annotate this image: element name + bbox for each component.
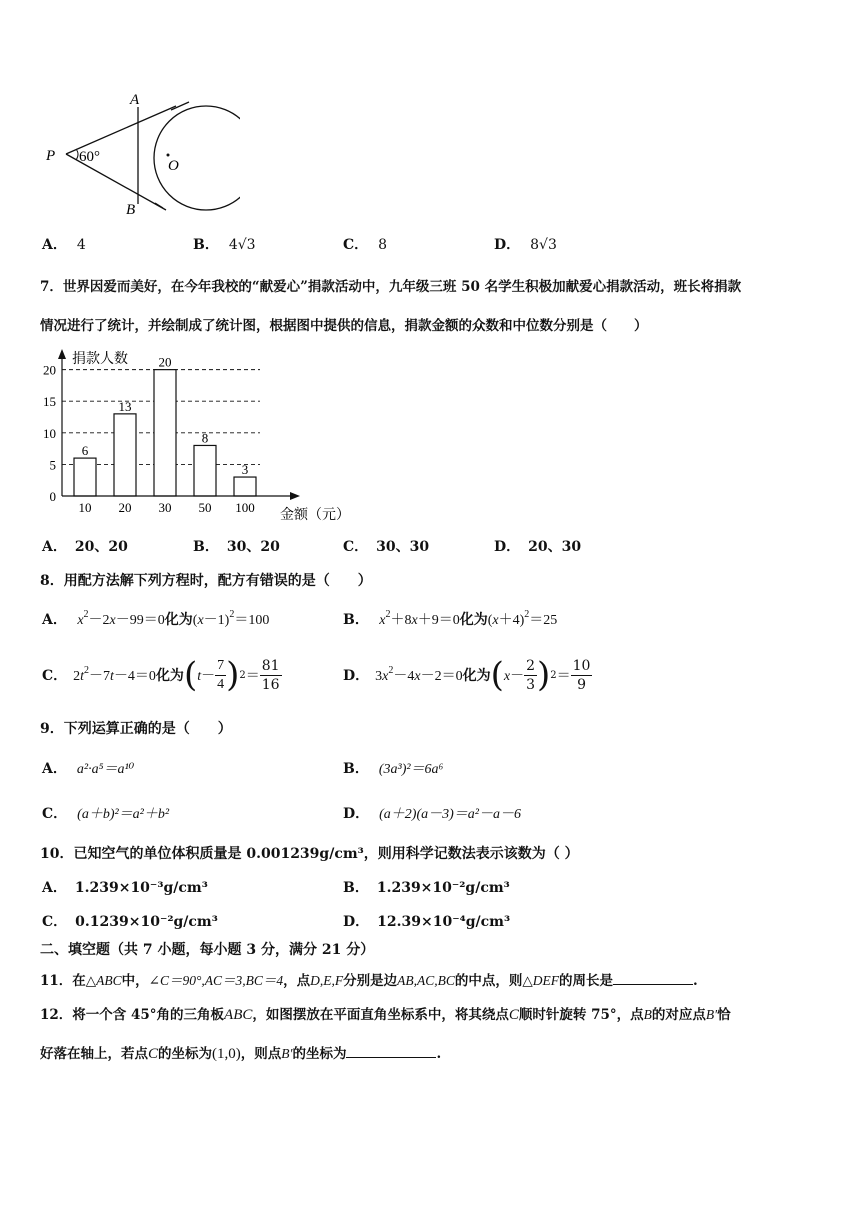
- q12-text-line2: 好落在轴上，若点C的坐标为(1,0)，则点B′的坐标为 .: [40, 1046, 442, 1062]
- q8-option-a: A． $x^2-2x-99=0$化为$(x-1)^2=100$: [42, 609, 270, 628]
- q7-bar-chart: [30, 345, 370, 525]
- data-label: 3: [241, 462, 249, 478]
- y-tick-label: 10: [43, 425, 56, 441]
- bar-10: [74, 458, 96, 496]
- y-tick-label: 5: [49, 457, 56, 473]
- q8-option-d: D． $3x^2-4x-2=0$ 化为 ( x－ $\frac{2}{3}$ ) 2 ＝ $\frac{10}{9}$: [343, 655, 591, 695]
- q9-stem: 9．下列运算正确的是（ ）: [40, 721, 232, 737]
- x-tick-label: 50: [198, 500, 212, 515]
- center-dot: [167, 154, 170, 157]
- q9-option-a: A． a²·a⁵＝a¹⁰: [42, 761, 135, 777]
- x-tick-label: 100: [235, 500, 255, 515]
- q10-option-c: C． 0.1239×10⁻²g/cm³: [42, 914, 218, 930]
- q11-answer-blank: [613, 984, 693, 985]
- q8-option-b: B． $x^2+8x+9=0$化为$(x+4)^2=25$: [343, 609, 558, 628]
- label-b: B: [126, 202, 136, 218]
- x-tick-label: 30: [158, 500, 172, 515]
- q6-option-a: A． 4: [42, 237, 86, 253]
- label-o: O: [168, 158, 179, 174]
- q8-stem: 8．用配方法解下列方程时，配方有错误的是（ ）: [40, 573, 372, 589]
- q6-option-d: D． 8√3: [494, 237, 557, 253]
- label-a: A: [130, 92, 140, 108]
- q7-option-a: A． 20、20: [42, 539, 128, 555]
- y-axis-label: 捐款人数: [72, 352, 128, 367]
- section-heading: 二、填空题（共 7 小题，每小题 3 分，满分 21 分）: [40, 942, 375, 958]
- q12-text-line1: 12．将一个含 45°角的三角板ABC，如图摆放在平面直角坐标系中，将其绕点C顺时针旋转 75°，点B的对应点B′恰: [40, 1007, 731, 1023]
- angle-arc: [76, 149, 78, 160]
- bar-30: [154, 370, 176, 496]
- q12-answer-blank: [346, 1057, 436, 1058]
- q7-option-d: D． 20、30: [494, 539, 582, 555]
- data-label: 13: [118, 398, 132, 414]
- data-label: 20: [158, 354, 172, 370]
- bar-100: [234, 477, 256, 496]
- label-p: P: [46, 148, 56, 164]
- y-tick-label: 20: [43, 362, 56, 378]
- label-angle: 60°: [79, 149, 100, 165]
- bar-20: [114, 414, 136, 496]
- q7-stem-line1: 7．世界因爱而美好，在今年我校的“献爱心”捐款活动中，九年级三班 50 名学生积极加献爱心捐款活动，班长将捐款: [40, 279, 742, 295]
- y-tick-label: 15: [43, 394, 56, 410]
- x-tick-label: 10: [78, 500, 92, 515]
- y-tick-label: 0: [49, 489, 56, 504]
- y-axis-arrow: [58, 349, 66, 359]
- q7-option-b: B． 30、20: [193, 539, 280, 555]
- q9-option-c: C． (a＋b)²＝a²＋b²: [42, 806, 170, 822]
- q10-option-a: A． 1.239×10⁻³g/cm³: [42, 880, 208, 896]
- q7-stem-line2: 情况进行了统计，并绘制成了统计图，根据图中提供的信息，捐款金额的众数和中位数分别是（ ）: [40, 318, 648, 334]
- data-label: 8: [201, 430, 209, 446]
- q7-option-c: C． 30、30: [343, 539, 430, 555]
- x-tick-label: 20: [118, 500, 132, 515]
- q6-option-c: C． 8: [343, 237, 388, 253]
- q9-option-d: D． (a＋2)(a－3)＝a²－a－6: [343, 806, 521, 822]
- x-axis-arrow: [290, 492, 300, 500]
- tangent-pa-ext: [171, 102, 189, 110]
- x-axis-label: 金额（元）: [280, 508, 350, 523]
- data-label: 6: [81, 443, 89, 459]
- q9-option-b: B． (3a³)²＝6a⁶: [343, 761, 444, 777]
- q10-option-d: D． 12.39×10⁻⁴g/cm³: [343, 914, 511, 930]
- q8-option-c: C． $2t^2-7t-4=0$ 化为 ( t－ $\frac{7}{4}$ ) 2 ＝ $\frac{81}{16}$: [42, 655, 280, 695]
- q10-option-b: B． 1.239×10⁻²g/cm³: [343, 880, 510, 896]
- q6-option-b: B． 4√3: [193, 237, 256, 253]
- circle-o: [154, 106, 240, 210]
- q11-text: 11．在△ABC中，∠C＝90°,AC＝3,BC＝4，点D,E,F分别是边AB,AC,BC的中点，则△DEF的周长是 .: [40, 973, 698, 989]
- tangent-pa: [66, 106, 176, 154]
- q10-stem: 10．已知空气的单位体积质量是 0.001239g/cm³，则用科学记数法表示该数为（ ）: [40, 846, 579, 862]
- bar-50: [194, 445, 216, 496]
- q6-circle-figure: [40, 90, 240, 220]
